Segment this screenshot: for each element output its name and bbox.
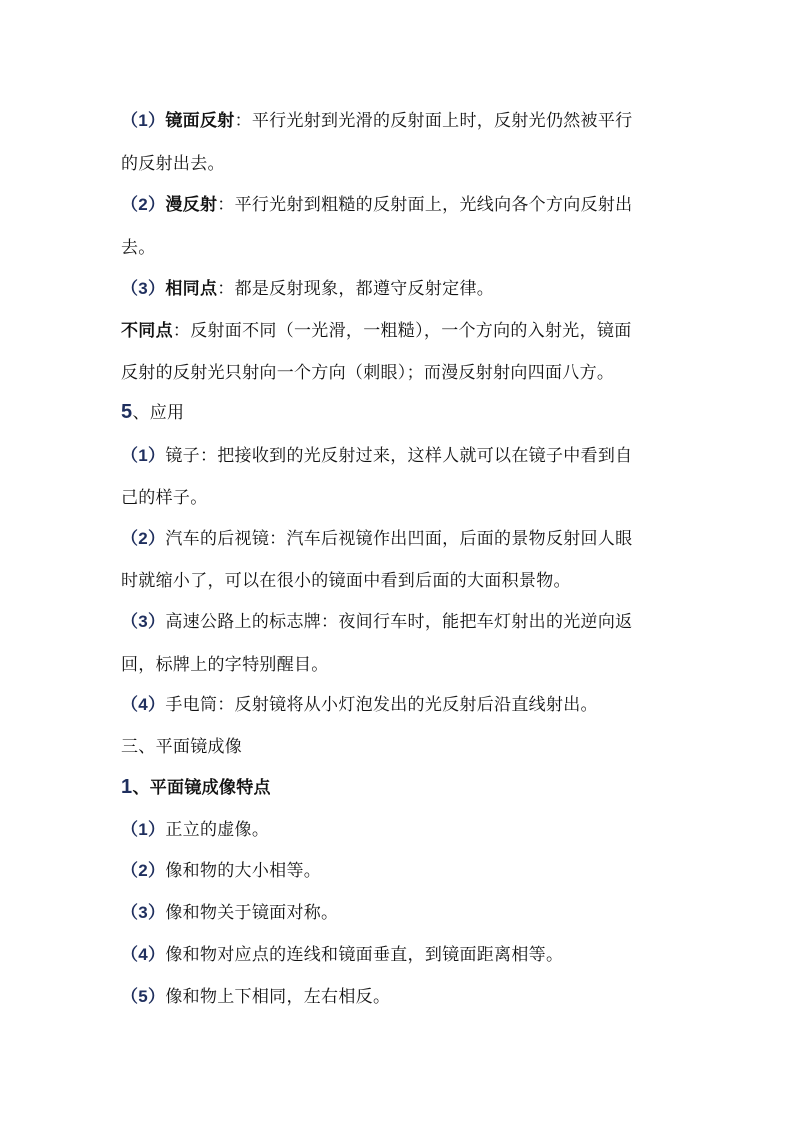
item-number: （1） [121,820,166,839]
item-number: （3） [121,903,166,922]
paragraph-continuation: 时就缩小了，可以在很小的镜面中看到后面的大面积景物。 [121,571,571,591]
definition-text: ：平行光射到光滑的反射面上时，反射光仍然被平行 [234,111,633,131]
item-number: （1） [121,446,166,465]
application-mirror [121,441,632,466]
term-specular-reflection: 镜面反射 [165,111,235,131]
item-text: 镜子：把接收到的光反射过来，这样人就可以在镜子中看到自 [165,446,633,466]
item-number: （1） [121,111,166,130]
paragraph-continuation: 的反射出去。 [121,154,225,174]
item-number: （2） [121,861,166,880]
paragraph-specular-reflection [121,106,632,131]
item-text: 手电筒：反射镜将从小灯泡发出的光反射后沿直线射出。 [165,695,598,715]
application-rearview-mirror [121,524,632,549]
item-text: 像和物的大小相等。 [165,861,322,881]
item-number: （3） [121,279,166,298]
section-heading-plane-mirror: 三、平面镜成像 [121,737,243,757]
item-number: （4） [121,695,166,714]
term-differences: 不同点 [121,321,173,341]
feature-item [121,815,269,840]
definition-text: ：平行光射到粗糙的反射面上，光线向各个方向反射出 [217,195,633,215]
application-road-sign [121,607,632,632]
item-number: （2） [121,195,166,214]
heading-number: 5 [121,401,133,423]
paragraph-differences [121,316,632,341]
paragraph-continuation: 己的样子。 [121,488,208,508]
heading-text: 、应用 [132,403,185,423]
heading-applications [121,398,184,424]
item-number: （4） [121,945,166,964]
item-text: 高速公路上的标志牌：夜间行车时，能把车灯射出的光逆向返 [165,612,633,632]
heading-number: 1 [121,776,133,798]
feature-item [121,940,563,965]
paragraph-continuation: 回，标牌上的字特别醒目。 [121,655,329,675]
item-text: 像和物关于镜面对称。 [165,903,339,923]
item-text: 正立的虚像。 [165,820,270,840]
definition-text: ：反射面不同（一光滑，一粗糙），一个方向的入射光，镜面 [172,321,632,341]
paragraph-continuation: 去。 [121,238,156,258]
heading-text: 、平面镜成像特点 [132,778,271,798]
item-number: （3） [121,612,166,631]
feature-item [121,898,338,923]
paragraph-continuation: 反射的反射光只射向一个方向（刺眼）；而漫反射射向四面八方。 [121,363,615,383]
item-text: 像和物上下相同，左右相反。 [165,987,391,1007]
application-flashlight [121,690,598,715]
feature-item [121,982,390,1007]
term-diffuse-reflection: 漫反射 [165,195,218,215]
definition-text: ：都是反射现象，都遵守反射定律。 [217,279,495,299]
heading-plane-mirror-features [121,773,271,799]
paragraph-similarities [121,274,494,299]
item-text: 汽车的后视镜：汽车后视镜作出凹面，后面的景物反射回人眼 [165,529,633,549]
paragraph-diffuse-reflection [121,190,632,215]
term-similarities: 相同点 [165,279,218,299]
item-number: （2） [121,529,166,548]
feature-item [121,856,321,881]
item-text: 像和物对应点的连线和镜面垂直，到镜面距离相等。 [165,945,564,965]
item-number: （5） [121,987,166,1006]
